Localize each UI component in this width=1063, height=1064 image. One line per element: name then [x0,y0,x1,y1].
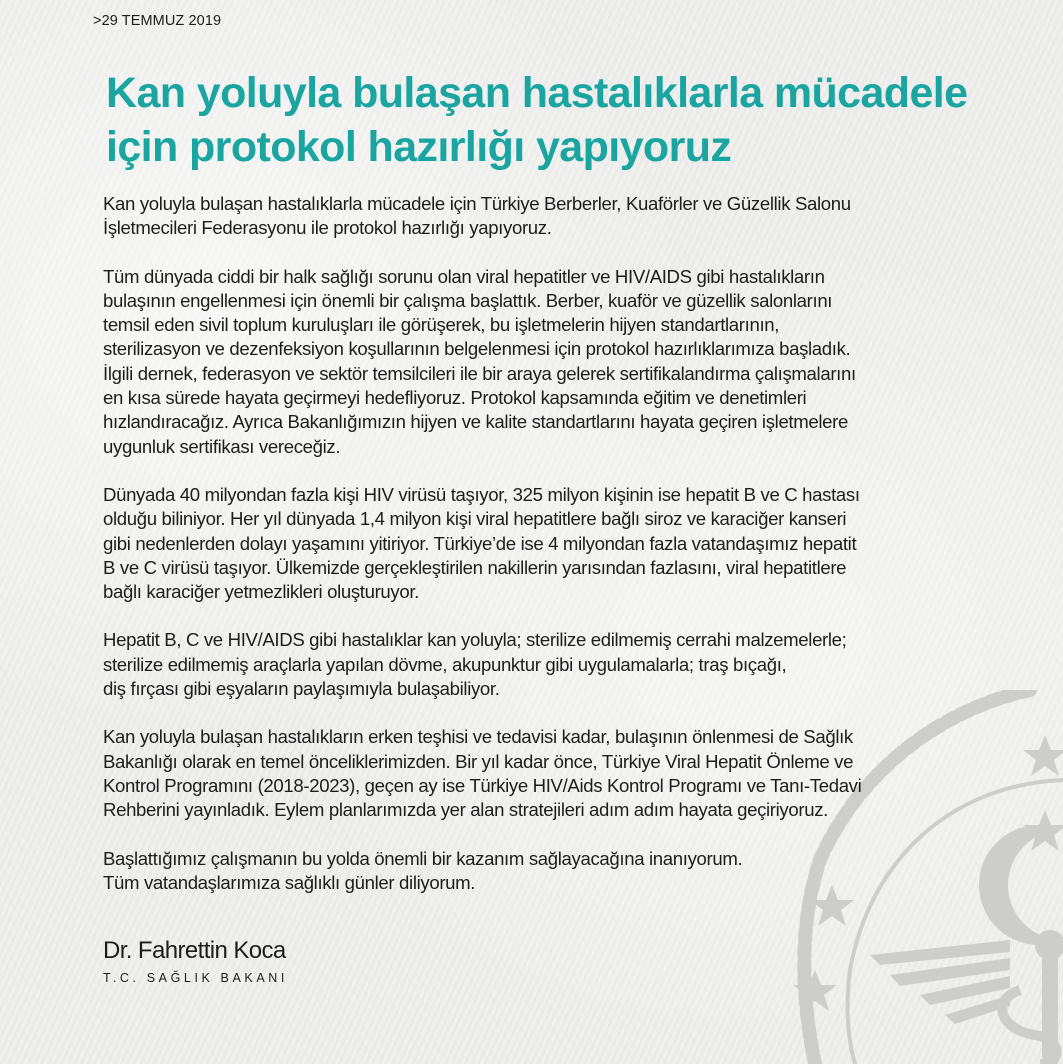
text-line: Tüm dünyada ciddi bir halk sağlığı sorunu olan viral hepatitler ve HIV/AIDS gibi hastalıkların [103,265,825,287]
paragraph-1 [103,192,983,241]
text-line: İlgili dernek, federasyon ve sektör temsilcileri ile bir araya gelerek sertifikalandırma çalışmalarını [103,362,856,384]
article-body [103,192,983,919]
paragraph-6 [103,847,983,896]
text-line: B ve C virüsü taşıyor. Ülkemizde gerçekleştirilen nakillerin yarısından fazlasını, viral hepatitlere [103,556,847,578]
paragraph-5 [103,725,983,822]
text-line: Tüm vatandaşlarımıza sağlıklı günler diliyorum. [103,871,476,893]
text-line: Rehberini yayınladık. Eylem planlarımızda yer alan stratejileri adım adım hayata geçiriyoruz. [103,799,828,821]
signature-block [103,937,288,985]
text-line: uygunluk sertifikası vereceğiz. [103,435,341,457]
text-line: Dünyada 40 milyondan fazla kişi HIV virüsü taşıyor, 325 milyon kişinin ise hepatit B ve C hastası [103,483,860,505]
signatory-name: Dr. Fahrettin Koca [103,937,286,964]
text-line: temsil eden sivil toplum kuruluşları ile görüşerek, bu işletmelerin hijyen standartlarının, [103,314,780,336]
text-line: gibi nedenlerden dolayı yaşamını yitiriyor. Türkiye’de ise 4 milyondan fazla vatandaşımız hepatit [103,532,857,554]
text-line: sterilize edilmemiş araçlarla yapılan dövme, akupunktur gibi uygulamalarla; traş bıçağı, [103,653,787,675]
text-line: Kan yoluyla bulaşan hastalıklarla mücadele için Türkiye Berberler, Kuaförler ve Güzellik Salonu [103,193,851,214]
date-label: >29 TEMMUZ 2019 [93,13,222,29]
text-line: olduğu biliniyor. Her yıl dünyada 1,4 milyon kişi viral hepatitlere bağlı siroz ve karaciğer kanseri [103,508,847,530]
text-line: en kısa sürede hayata geçirmeyi hedefliyoruz. Protokol kapsamında eğitim ve denetimleri [103,387,807,409]
text-line: Kontrol Programını (2018-2023), geçen ay ise Türkiye HIV/Aids Kontrol Programı ve Tanı-Tedavi [103,774,862,796]
paragraph-2 [103,265,983,459]
title-line: için protokol hazırlığı yapıyoruz [106,123,732,171]
text-line: Kan yoluyla bulaşan hastalıkların erken teşhisi ve tedavisi kadar, bulaşının önlenmesi de Sağlık [103,726,853,748]
text-line: sterilizasyon ve dezenfeksiyon koşullarının belgelenmesi için protokol hazırlıklarımıza başladık. [103,338,851,360]
text-line: hızlandıracağız. Ayrıca Bakanlığımızın hijyen ve kalite standartlarını hayata geçiren işletmelere [103,411,848,433]
paragraph-4 [103,628,983,701]
text-line: diş fırçası gibi eşyaların paylaşımıyla bulaşabiliyor. [103,678,500,700]
signatory-title: T.C. SAĞLIK BAKANI [103,971,288,985]
page-title [106,66,1006,174]
text-line: Hepatit B, C ve HIV/AIDS gibi hastalıklar kan yoluyla; sterilize edilmemiş cerrahi malzemelerle; [103,629,847,651]
title-line: Kan yoluyla bulaşan hastalıklarla mücadele [106,69,968,117]
text-line: bulaşının engellenmesi için önemli bir çalışma başlattık. Berber, kuaför ve güzellik salonlarını [103,289,833,311]
paragraph-3 [103,483,983,604]
text-line: bağlı karaciğer yetmezlikleri oluşturuyor. [103,581,419,603]
text-line: İşletmecileri Federasyonu ile protokol hazırlığı yapıyoruz. [103,217,552,239]
text-line: Başlattığımız çalışmanın bu yolda önemli bir kazanım sağlayacağına inanıyorum. [103,847,743,869]
text-line: Bakanlığı olarak en temel önceliklerimizden. Bir yıl kadar önce, Türkiye Viral Hepatit Önleme ve [103,750,854,772]
